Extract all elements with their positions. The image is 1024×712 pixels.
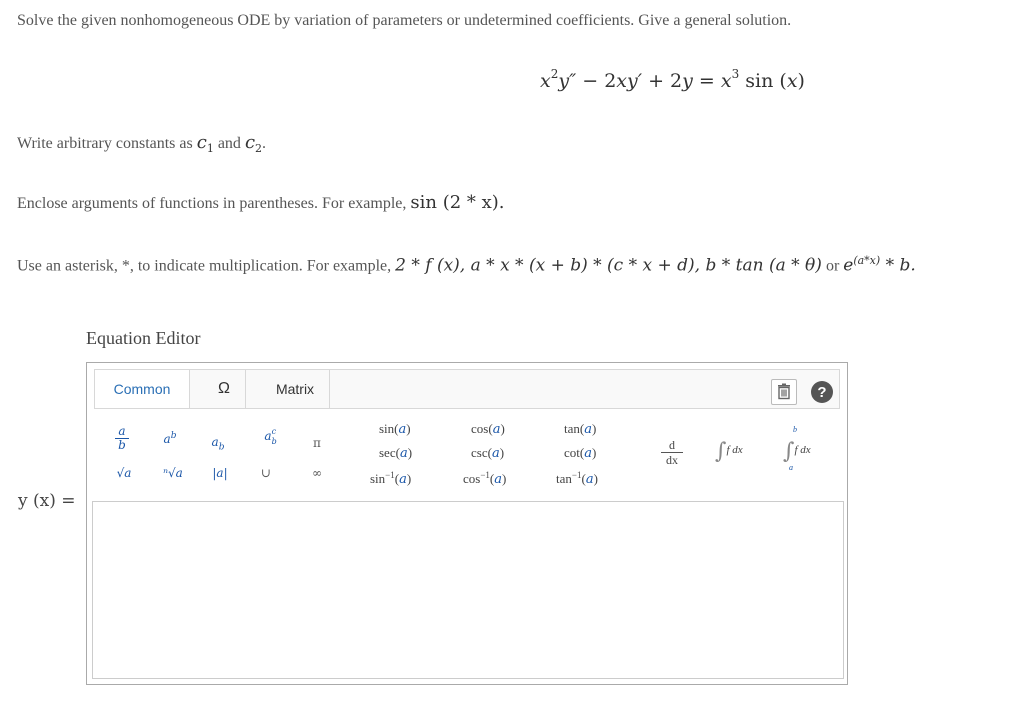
- instruction-line-1: Solve the given nonhomogeneous ODE by variation of parameters or undetermined coefficients. Give a general solution.: [17, 12, 792, 29]
- asterisk-instruction: Use an asterisk, *, to indicate multiplication. For example, 2 * f (x), a * x * (x + b) * (c * x + d), b * tan (a * θ) or $e^{(a*x)}$ * b.: [17, 254, 916, 276]
- tan-button[interactable]: tan(a): [564, 421, 597, 437]
- constants-instruction: Write arbitrary constants as $c_1$ and $c_2$.: [17, 132, 267, 156]
- sec-button[interactable]: sec(a): [379, 445, 413, 461]
- tab-common[interactable]: Common: [95, 370, 190, 408]
- nth-root-button[interactable]: ⁿ√a: [163, 466, 183, 480]
- power-button[interactable]: $a^b$: [163, 431, 177, 446]
- arctan-button[interactable]: $\tan^{-1}(a)$: [556, 470, 598, 487]
- parentheses-instruction: Enclose arguments of functions in parentheses. For example, sin (2 * x).: [17, 192, 505, 213]
- sub-superscript-button[interactable]: a c b: [264, 427, 277, 446]
- union-button[interactable]: ∪: [260, 466, 272, 480]
- pi-button[interactable]: π: [313, 436, 321, 450]
- integral-sign-icon: ∫: [783, 439, 795, 464]
- question-circle-icon: [809, 379, 835, 405]
- arcsin-button[interactable]: $\sin^{-1}(a)$: [370, 470, 412, 487]
- fraction-button[interactable]: a b: [115, 425, 129, 452]
- trash-icon: [772, 380, 796, 404]
- arccos-button[interactable]: $\cos^{-1}(a)$: [463, 470, 507, 487]
- tab-greek-symbols[interactable]: Ω: [218, 380, 230, 397]
- tab-matrix[interactable]: Matrix: [275, 381, 315, 397]
- equation-editor-title: Equation Editor: [86, 328, 201, 348]
- integral-button[interactable]: ∫f dx: [715, 439, 743, 464]
- integral-sign-icon: ∫: [715, 439, 727, 464]
- equation-editor: [86, 362, 848, 685]
- csc-button[interactable]: csc(a): [471, 445, 505, 461]
- sin-button[interactable]: sin(a): [379, 421, 411, 437]
- derivative-button[interactable]: d dx: [661, 439, 683, 467]
- absolute-value-button[interactable]: |a|: [212, 466, 228, 480]
- answer-input[interactable]: [92, 501, 844, 679]
- cot-button[interactable]: cot(a): [564, 445, 597, 461]
- clear-button[interactable]: [771, 379, 797, 405]
- editor-tabbar: [94, 369, 840, 409]
- definite-integral-button[interactable]: b ∫f dx a: [783, 425, 811, 472]
- subscript-button[interactable]: $a_b$: [211, 435, 225, 453]
- tab-divider: [329, 370, 330, 408]
- svg-text:?: ?: [817, 384, 827, 401]
- sqrt-button[interactable]: √a: [116, 466, 132, 480]
- help-button[interactable]: [809, 379, 835, 405]
- answer-label: y (x) =: [18, 491, 76, 511]
- tab-divider: [245, 370, 246, 408]
- cos-button[interactable]: cos(a): [471, 421, 505, 437]
- ode-equation: $x^2y'' - 2xy' + 2y = x^3$ sin (x): [540, 67, 805, 92]
- infinity-button[interactable]: ∞: [312, 466, 322, 480]
